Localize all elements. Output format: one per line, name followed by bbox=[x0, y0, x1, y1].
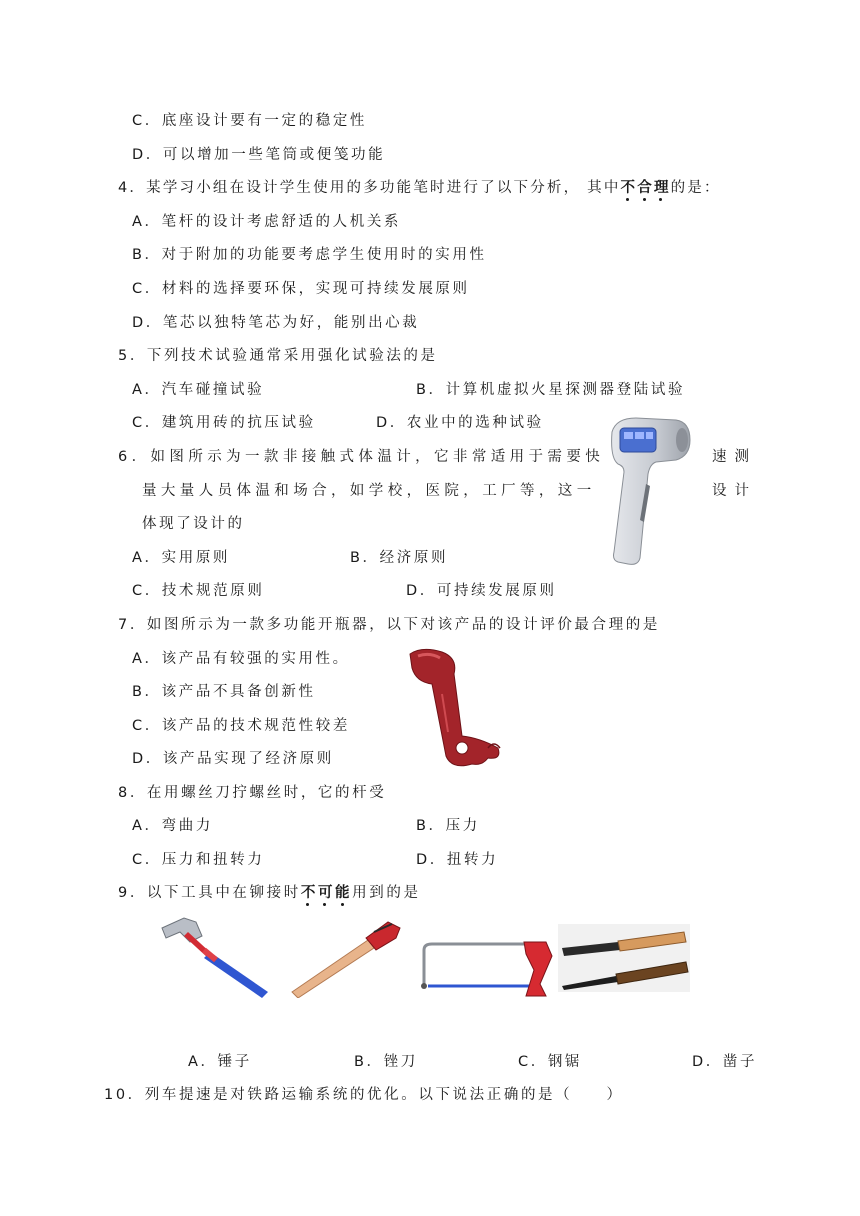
question-4-stem-end: 的是： bbox=[670, 180, 721, 196]
question-9-stem-end: 用到的是 bbox=[352, 885, 421, 901]
bottle-opener-image bbox=[402, 644, 506, 772]
q4-option-b: B．对于附加的功能要考虑学生使用时的实用性 bbox=[132, 247, 487, 263]
q8-option-a: A．弯曲力 bbox=[132, 818, 213, 834]
q7-option-a: A．该产品有较强的实用性。 bbox=[132, 651, 350, 667]
question-7: 7．如图所示为一款多功能开瓶器，以下对该产品的设计评价最合理的是 bbox=[118, 617, 660, 633]
q7-option-c: C．该产品的技术规范性较差 bbox=[132, 718, 350, 734]
q8-option-c: C．压力和扭转力 bbox=[132, 852, 265, 868]
q6-option-d: D．可持续发展原则 bbox=[406, 583, 557, 599]
q4-option-a: A．笔杆的设计考虑舒适的人机关系 bbox=[132, 214, 402, 230]
question-6-line-2: 量大量人员体温和场合，如学校，医院，工厂等，这一 bbox=[142, 483, 596, 499]
hacksaw-image bbox=[418, 940, 556, 1000]
q7-option-b: B．该产品不具备创新性 bbox=[132, 684, 316, 700]
thermometer-image bbox=[606, 412, 694, 568]
q3-option-d: D．可以增加一些笔筒或便笺功能 bbox=[132, 147, 386, 163]
q5-option-d: D．农业中的选种试验 bbox=[376, 415, 544, 431]
question-6-line-3: 体现了设计的 bbox=[142, 516, 245, 532]
question-4 bbox=[118, 178, 721, 198]
q9-option-d: D．凿子 bbox=[692, 1054, 758, 1070]
file-image bbox=[288, 916, 404, 998]
question-6-line-1: 6．如图所示为一款非接触式体温计，它非常适用于需要快 bbox=[118, 449, 605, 465]
q6-option-b: B．经济原则 bbox=[350, 550, 449, 566]
q6-option-c: C．技术规范原则 bbox=[132, 583, 265, 599]
q5-option-a: A．汽车碰撞试验 bbox=[132, 382, 265, 398]
emphasis-char: 理 bbox=[653, 180, 671, 196]
question-9 bbox=[118, 883, 421, 903]
q9-option-b: B．锉刀 bbox=[354, 1054, 418, 1070]
q5-option-c: C．建筑用砖的抗压试验 bbox=[132, 415, 316, 431]
emphasis-char: 不 bbox=[620, 180, 638, 196]
emphasis-char: 合 bbox=[637, 180, 654, 196]
q6-option-a: A．实用原则 bbox=[132, 550, 231, 566]
q3-option-c: C．底座设计要有一定的稳定性 bbox=[132, 113, 368, 129]
emphasis-char: 可 bbox=[317, 885, 336, 901]
q8-option-b: B．压力 bbox=[416, 818, 480, 834]
emphasis-char: 能 bbox=[335, 885, 353, 901]
q7-option-d: D．该产品实现了经济原则 bbox=[132, 751, 334, 767]
question-4-emphasis bbox=[621, 180, 671, 196]
q5-option-b: B．计算机虚拟火星探测器登陆试验 bbox=[416, 382, 686, 398]
question-9-emphasis bbox=[301, 885, 352, 901]
chisel-image bbox=[558, 924, 690, 992]
question-5: 5．下列技术试验通常采用强化试验法的是 bbox=[118, 348, 438, 364]
question-8: 8．在用螺丝刀拧螺丝时，它的杆受 bbox=[118, 785, 387, 801]
question-9-stem: 9．以下工具中在铆接时 bbox=[118, 885, 301, 901]
question-6-line-2-end: 设计 bbox=[712, 483, 757, 499]
q4-option-c: C．材料的选择要环保，实现可持续发展原则 bbox=[132, 281, 470, 297]
question-4-stem: 4．某学习小组在设计学生使用的多功能笔时进行了以下分析， 其中 bbox=[118, 180, 621, 196]
question-10: 10．列车提速是对铁路运输系统的优化。以下说法正确的是（ ） bbox=[104, 1087, 624, 1103]
q4-option-d: D．笔芯以独特笔芯为好，能别出心裁 bbox=[132, 315, 420, 331]
hammer-image bbox=[160, 914, 274, 998]
emphasis-char: 不 bbox=[300, 885, 318, 901]
q9-option-a: A．锤子 bbox=[188, 1054, 252, 1070]
question-6-line-1-end: 速测 bbox=[712, 449, 757, 465]
q8-option-d: D．扭转力 bbox=[416, 852, 499, 868]
q9-option-c: C．钢锯 bbox=[518, 1054, 583, 1070]
